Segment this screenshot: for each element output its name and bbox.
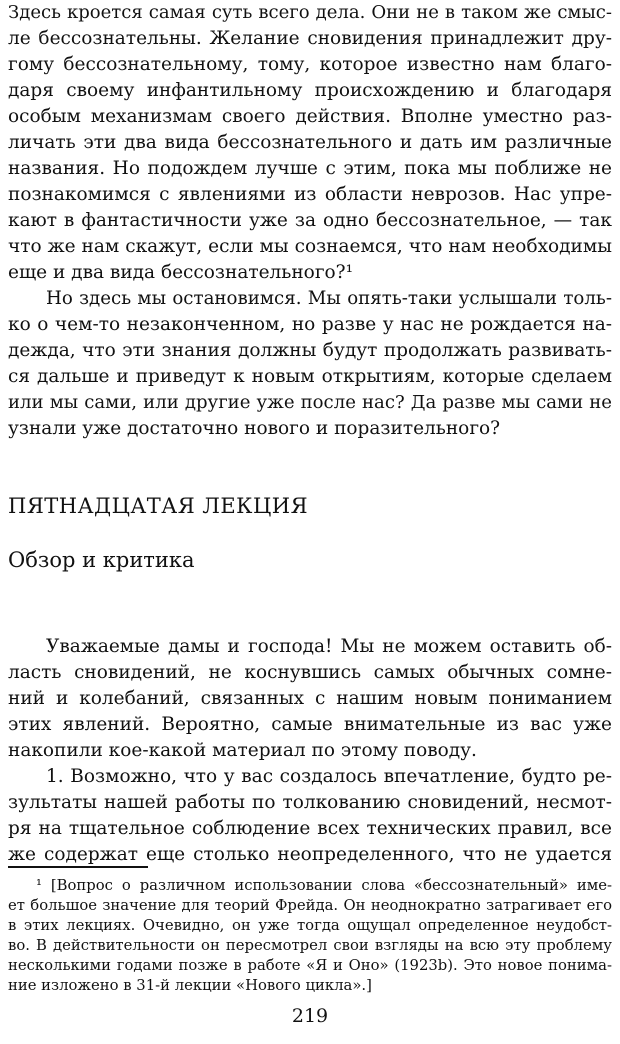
text-line: что же нам скажут, если мы сознаемся, что нам необходимы <box>8 236 612 257</box>
text-line: ко о чем-то незаконченном, но разве у нас не рождается на- <box>8 314 612 335</box>
text-line: ся дальше и приведут к новым открытиям, которые сделаем <box>8 366 612 387</box>
text-line: Уважаемые дамы и господа! Мы не можем оставить об- <box>46 636 612 657</box>
text-line: Но здесь мы остановимся. Мы опять-таки услышали толь- <box>46 288 612 309</box>
footnote-line: несколькими годами позже в работе «Я и Оно» (1923b). Это новое понима- <box>8 957 612 974</box>
text-line: ле бессознательны. Желание сновидения принадлежит дру- <box>8 28 612 49</box>
lecture-title: ПЯТНАДЦАТАЯ ЛЕКЦИЯ <box>8 494 309 518</box>
text-line: же содержат еще столько неопределенного, что не удается <box>8 844 612 865</box>
text-line: особым механизмам своего действия. Вполне уместно раз- <box>8 106 612 127</box>
text-line: кают в фантастичности уже за одно бессознательное, — так <box>8 210 612 231</box>
text-line: названия. Но подождем лучше с этим, пока мы поближе не <box>8 158 612 179</box>
text-line: даря своему инфантильному происхождению и благодаря <box>8 80 612 101</box>
text-line: 1. Возможно, что у вас создалось впечатление, будто ре- <box>46 766 612 787</box>
lecture-subtitle: Обзор и критика <box>8 548 195 572</box>
text-line: ний и колебаний, связанных с нашим новым пониманием <box>8 688 612 709</box>
text-line: зультаты нашей работы по толкованию сновидений, несмот- <box>8 792 612 813</box>
page-number: 219 <box>291 1005 329 1027</box>
text-line: ря на тщательное соблюдение всех технических правил, все <box>8 818 612 839</box>
footnote-line: во. В действительности он пересмотрел свои взгляды на всю эту проблему <box>8 937 612 954</box>
text-line: еще и два вида бессознательного?¹ <box>8 262 353 283</box>
text-line: или мы сами, или другие уже после нас? Да разве мы сами не <box>8 392 612 413</box>
text-line: познакомимся с явлениями из области неврозов. Нас упре- <box>8 184 612 205</box>
text-line: узнали уже достаточно нового и поразительного? <box>8 418 501 439</box>
text-line: этих явлений. Вероятно, самые внимательные из вас уже <box>8 714 612 735</box>
footnote-line: ¹ [Вопрос о различном использовании слова «бессознательный» име- <box>36 877 612 894</box>
text-line: личать эти два вида бессознательного и дать им различные <box>8 132 612 153</box>
text-line: ласть сновидений, не коснувшись самых обычных сомне- <box>8 662 612 683</box>
footnote-line: в этих лекциях. Очевидно, он уже тогда ощущал определенное неудобст- <box>8 917 612 934</box>
text-line: гому бессознательному, тому, которое известно нам благо- <box>8 54 612 75</box>
text-line: дежда, что эти знания должны будут продолжать развивать- <box>8 340 612 361</box>
text-line: накопили кое-какой материал по этому поводу. <box>8 740 477 761</box>
footnote-line: ние изложено в 31-й лекции «Нового цикла».] <box>8 977 372 994</box>
footnote-line: ет большое значение для теорий Фрейда. Он неоднократно затрагивает его <box>8 897 612 914</box>
footnote-divider <box>8 866 148 868</box>
text-line: Здесь кроется самая суть всего дела. Они не в таком же смыс- <box>8 2 612 23</box>
